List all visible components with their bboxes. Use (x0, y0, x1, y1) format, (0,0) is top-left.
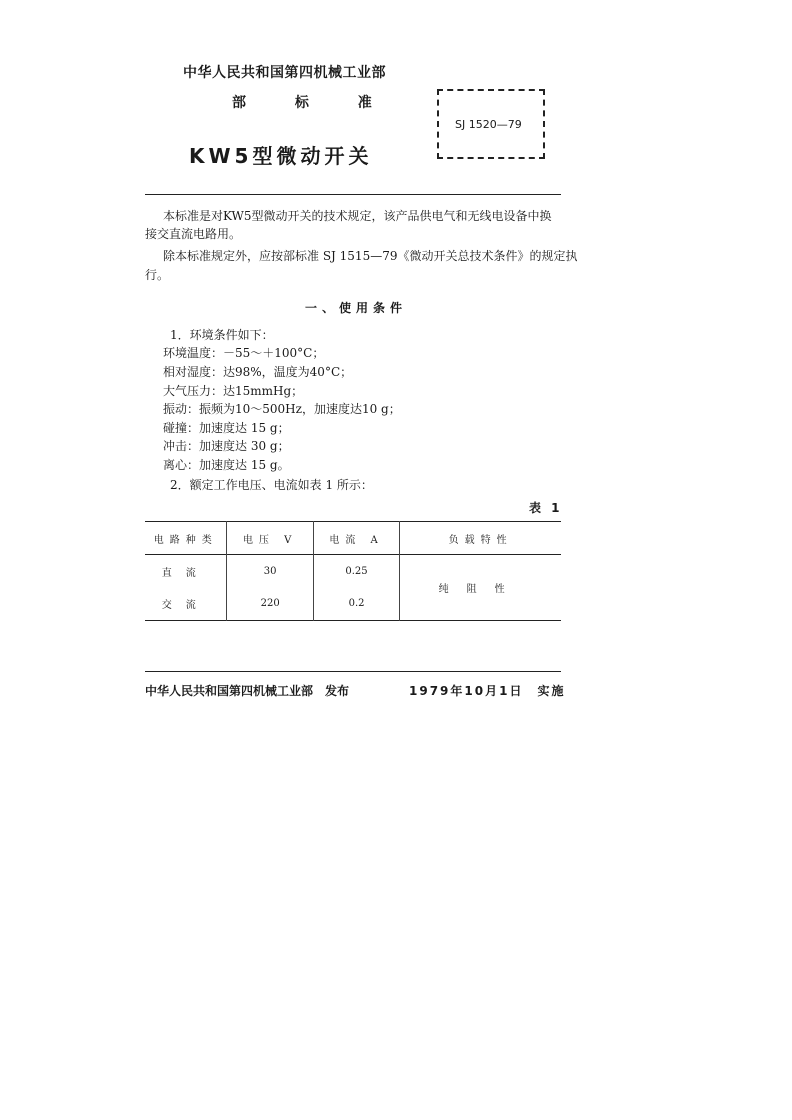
cell-type: 直流 (161, 567, 210, 579)
table-label: 表 1 (529, 501, 563, 515)
document-title: KW5型微动开关 (189, 144, 373, 168)
intro-paragraph-1-line-1: 本标准是对KW5型微动开关的技术规定，该产品供电气和无线电设备中换 (163, 209, 552, 223)
environment-conditions-title: 1．环境条件如下： (170, 328, 274, 342)
standard-code-box (437, 89, 545, 159)
table-row (145, 555, 561, 588)
intro-paragraph-2-line-2: 行。 (145, 268, 170, 282)
header-load-characteristic: 负载特性 (400, 522, 561, 555)
header-circuit-type: 电路种类 (153, 534, 218, 546)
rated-values-title: 2．额定工作电压、电流如表 1 所示： (170, 478, 373, 492)
footer-publisher: 中华人民共和国第四机械工业部 发布 (145, 684, 350, 698)
env-item-pressure: 大气压力：达15mmHg； (163, 384, 304, 398)
ministry-name: 中华人民共和国第四机械工业部 (183, 65, 386, 81)
env-item-shock: 冲击：加速度达 30 g； (163, 439, 290, 453)
cell-voltage: 30 (227, 555, 313, 588)
footer-effective-date: 1979年10月1日 实施 (409, 684, 566, 698)
intro-paragraph-1-line-2: 接交直流电路用。 (145, 227, 242, 241)
env-item-temperature: 环境温度：－55～＋100°C； (163, 346, 325, 360)
standard-type: 部 标 准 (232, 95, 394, 111)
header-divider (145, 194, 561, 195)
intro-paragraph-2-line-1: 除本标准规定外，应按部标准 SJ 1515—79《微动开关总技术条件》的规定执 (163, 249, 578, 263)
footer-divider (145, 671, 561, 672)
header-voltage: 电压 V (227, 522, 313, 555)
cell-current: 0.2 (313, 588, 399, 621)
standard-code: SJ 1520—79 (455, 118, 522, 131)
cell-type: 交流 (161, 600, 210, 612)
cell-load-characteristic: 纯阻性 (400, 555, 561, 621)
cell-voltage: 220 (227, 588, 313, 621)
env-item-vibration: 振动：振频为10～500Hz，加速度达10 g； (163, 402, 401, 416)
cell-current: 0.25 (313, 555, 399, 588)
env-item-humidity: 相对湿度：达98%，温度为40°C； (163, 365, 353, 379)
header-current: 电流 A (313, 522, 399, 555)
table-header-row (145, 522, 561, 555)
rating-table (145, 521, 561, 621)
env-item-bump: 碰撞：加速度达 15 g； (163, 421, 290, 435)
section-heading: 一、使用条件 (305, 301, 408, 315)
env-item-centrifugal: 离心：加速度达 15 g。 (163, 458, 290, 472)
